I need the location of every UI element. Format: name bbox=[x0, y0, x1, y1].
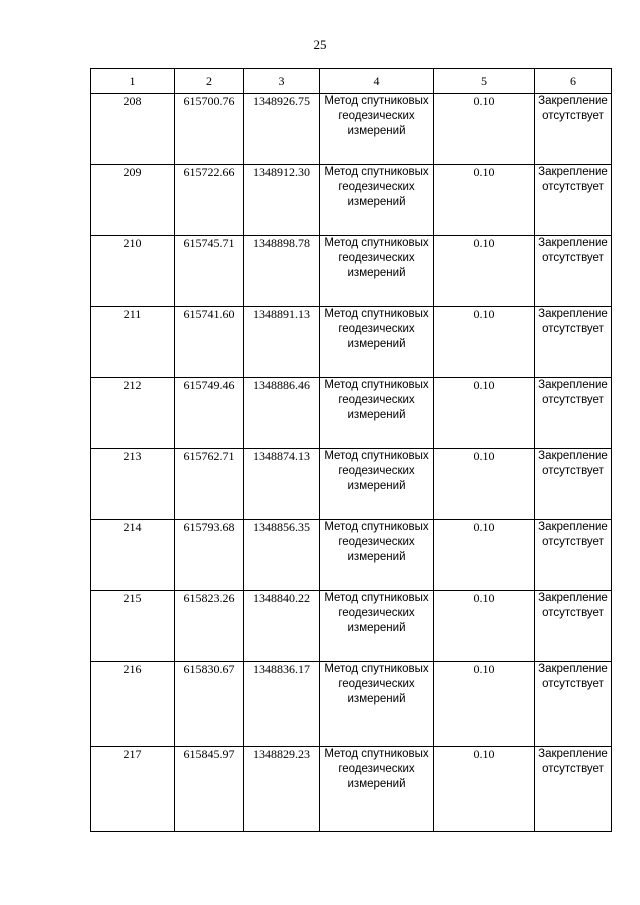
point-number: 208 bbox=[91, 94, 175, 165]
coord-y: 1348926.75 bbox=[244, 94, 320, 165]
method-cell: Метод спутниковых геодезических измерений bbox=[320, 591, 434, 662]
coord-y: 1348829.23 bbox=[244, 747, 320, 832]
method-cell: Метод спутниковых геодезических измерений bbox=[320, 378, 434, 449]
point-number: 216 bbox=[91, 662, 175, 747]
coord-x: 615830.67 bbox=[175, 662, 244, 747]
method-cell: Метод спутниковых геодезических измерений bbox=[320, 449, 434, 520]
fixing-cell: Закрепление отсутствует bbox=[535, 449, 612, 520]
coord-y: 1348874.13 bbox=[244, 449, 320, 520]
point-number: 211 bbox=[91, 307, 175, 378]
table-row bbox=[91, 591, 612, 662]
method-cell: Метод спутниковых геодезических измерений bbox=[320, 94, 434, 165]
accuracy-cell: 0.10 bbox=[434, 449, 535, 520]
accuracy-cell: 0.10 bbox=[434, 94, 535, 165]
method-cell: Метод спутниковых геодезических измерений bbox=[320, 662, 434, 747]
method-cell: Метод спутниковых геодезических измерений bbox=[320, 747, 434, 832]
fixing-cell: Закрепление отсутствует bbox=[535, 662, 612, 747]
fixing-cell: Закрепление отсутствует bbox=[535, 378, 612, 449]
header-cell-2: 2 bbox=[175, 69, 244, 94]
method-cell: Метод спутниковых геодезических измерений bbox=[320, 307, 434, 378]
coord-x: 615793.68 bbox=[175, 520, 244, 591]
table-row bbox=[91, 307, 612, 378]
fixing-cell: Закрепление отсутствует bbox=[535, 747, 612, 832]
point-number: 209 bbox=[91, 165, 175, 236]
coord-x: 615845.97 bbox=[175, 747, 244, 832]
coord-x: 615749.46 bbox=[175, 378, 244, 449]
table-row bbox=[91, 236, 612, 307]
point-number: 212 bbox=[91, 378, 175, 449]
table-row bbox=[91, 94, 612, 165]
fixing-cell: Закрепление отсутствует bbox=[535, 236, 612, 307]
coord-x: 615722.66 bbox=[175, 165, 244, 236]
accuracy-cell: 0.10 bbox=[434, 591, 535, 662]
coordinates-table bbox=[90, 68, 612, 832]
table-header-row bbox=[91, 69, 612, 94]
point-number: 213 bbox=[91, 449, 175, 520]
coord-y: 1348912.30 bbox=[244, 165, 320, 236]
accuracy-cell: 0.10 bbox=[434, 307, 535, 378]
coord-y: 1348891.13 bbox=[244, 307, 320, 378]
point-number: 214 bbox=[91, 520, 175, 591]
coord-y: 1348840.22 bbox=[244, 591, 320, 662]
header-cell-3: 3 bbox=[244, 69, 320, 94]
accuracy-cell: 0.10 bbox=[434, 378, 535, 449]
header-cell-6: 6 bbox=[535, 69, 612, 94]
coord-y: 1348886.46 bbox=[244, 378, 320, 449]
table-row bbox=[91, 449, 612, 520]
accuracy-cell: 0.10 bbox=[434, 165, 535, 236]
table-row bbox=[91, 747, 612, 832]
accuracy-cell: 0.10 bbox=[434, 747, 535, 832]
coord-x: 615762.71 bbox=[175, 449, 244, 520]
fixing-cell: Закрепление отсутствует bbox=[535, 307, 612, 378]
coord-y: 1348898.78 bbox=[244, 236, 320, 307]
accuracy-cell: 0.10 bbox=[434, 662, 535, 747]
fixing-cell: Закрепление отсутствует bbox=[535, 94, 612, 165]
fixing-cell: Закрепление отсутствует bbox=[535, 165, 612, 236]
fixing-cell: Закрепление отсутствует bbox=[535, 591, 612, 662]
method-cell: Метод спутниковых геодезических измерений bbox=[320, 520, 434, 591]
table-row bbox=[91, 165, 612, 236]
coord-x: 615745.71 bbox=[175, 236, 244, 307]
header-cell-1: 1 bbox=[91, 69, 175, 94]
point-number: 210 bbox=[91, 236, 175, 307]
table-row bbox=[91, 520, 612, 591]
method-cell: Метод спутниковых геодезических измерений bbox=[320, 165, 434, 236]
table-row bbox=[91, 378, 612, 449]
point-number: 217 bbox=[91, 747, 175, 832]
point-number: 215 bbox=[91, 591, 175, 662]
accuracy-cell: 0.10 bbox=[434, 520, 535, 591]
coord-x: 615700.76 bbox=[175, 94, 244, 165]
header-cell-4: 4 bbox=[320, 69, 434, 94]
coord-y: 1348836.17 bbox=[244, 662, 320, 747]
table-row bbox=[91, 662, 612, 747]
coord-x: 615823.26 bbox=[175, 591, 244, 662]
coord-y: 1348856.35 bbox=[244, 520, 320, 591]
fixing-cell: Закрепление отсутствует bbox=[535, 520, 612, 591]
accuracy-cell: 0.10 bbox=[434, 236, 535, 307]
page-number: 25 bbox=[313, 37, 327, 52]
coord-x: 615741.60 bbox=[175, 307, 244, 378]
header-cell-5: 5 bbox=[434, 69, 535, 94]
method-cell: Метод спутниковых геодезических измерений bbox=[320, 236, 434, 307]
